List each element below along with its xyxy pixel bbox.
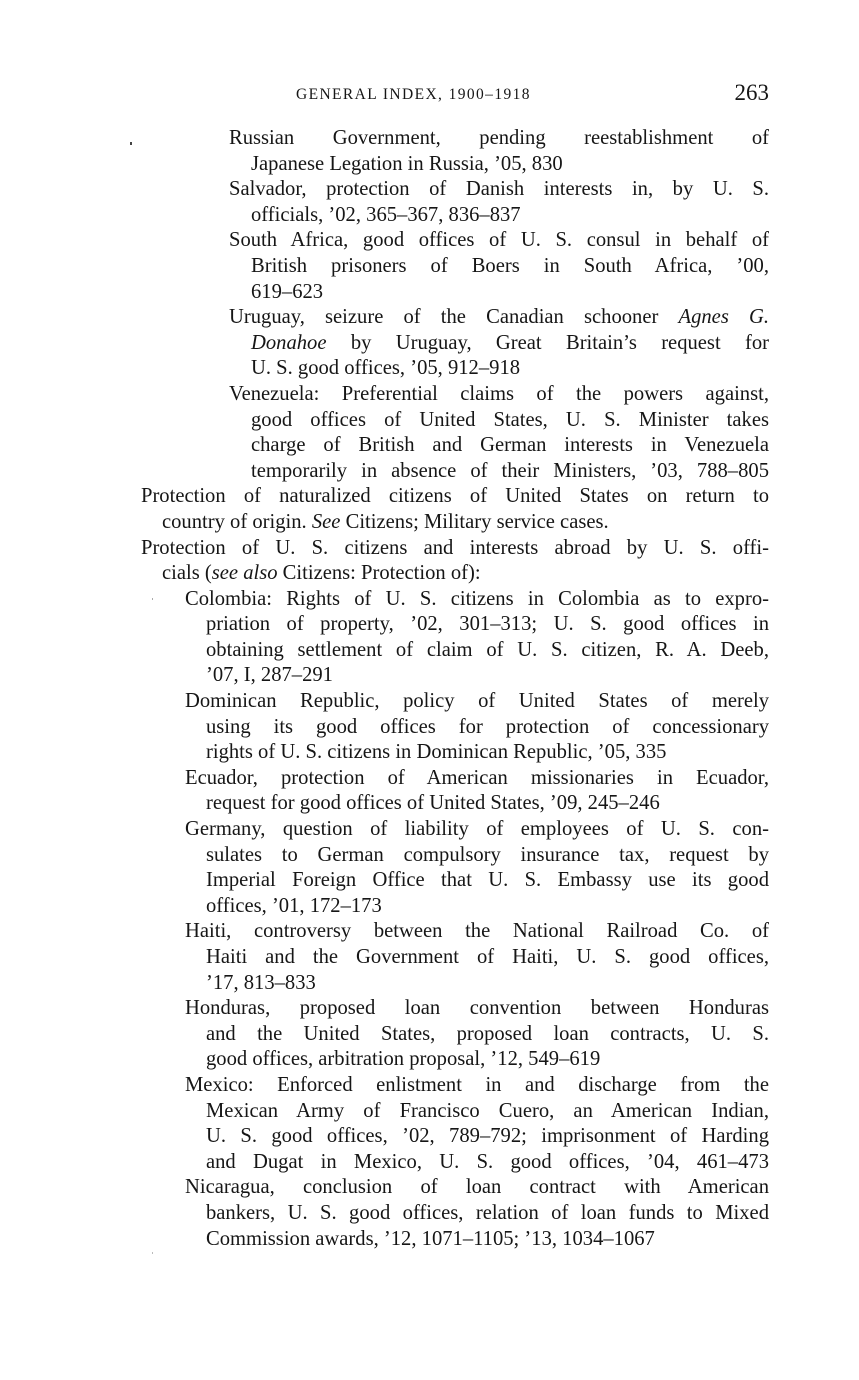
entry-line: obtaining settlement of claim of U. S. citizen, R. A. Deeb, bbox=[206, 638, 769, 661]
entry-line: sulates to German compulsory insurance tax, request by bbox=[206, 843, 769, 866]
entry-text: Citizens; Military service cases. bbox=[340, 510, 609, 533]
entry-line: U. S. good offices, ’05, 912–918 bbox=[251, 357, 521, 380]
entry-line: Haiti, controversy between the National Railroad Co. of bbox=[185, 920, 769, 943]
vessel-name: Donahoe bbox=[251, 331, 327, 354]
entry-line: Protection of naturalized citizens of United States on return to bbox=[141, 485, 769, 508]
entry-line: request for good offices of United States, ’09, 245–246 bbox=[206, 792, 660, 815]
index-subentry-colombia bbox=[141, 587, 769, 689]
entry-line bbox=[141, 331, 769, 357]
entry-line: Mexican Army of Francisco Cuero, an American Indian, bbox=[206, 1099, 769, 1122]
entry-line: Dominican Republic, policy of United States of merely bbox=[185, 690, 769, 713]
entry-line: Venezuela: Preferential claims of the powers against, bbox=[229, 382, 769, 405]
cross-reference: see also bbox=[211, 562, 278, 585]
entry-line: bankers, U. S. good offices, relation of loan funds to Mixed bbox=[206, 1201, 769, 1224]
index-subentry-nicaragua bbox=[141, 1175, 769, 1252]
page-header bbox=[141, 80, 769, 110]
entry-line: rights of U. S. citizens in Dominican Republic, ’05, 335 bbox=[206, 741, 667, 764]
entry-line: Protection of U. S. citizens and interests abroad by U. S. offi- bbox=[141, 536, 769, 559]
entry-line: temporarily in absence of their Ministers, ’03, 788–805 bbox=[251, 459, 769, 482]
margin-speck bbox=[152, 1252, 153, 1254]
entry-text: Uruguay, seizure of the Canadian schooner bbox=[229, 306, 679, 329]
index-subentry-germany bbox=[141, 817, 769, 919]
entry-line: Commission awards, ’12, 1071–1105; ’13, 1034–1067 bbox=[206, 1227, 655, 1250]
entry-text: cials ( bbox=[162, 562, 212, 585]
entry-line bbox=[141, 561, 769, 587]
running-head: GENERAL INDEX, 1900–1918 bbox=[296, 86, 531, 103]
entry-line: good offices of United States, U. S. Minister takes bbox=[251, 408, 769, 431]
entry-text: Citizens: Protection of): bbox=[277, 562, 481, 585]
index-subentry-mexico bbox=[141, 1073, 769, 1175]
entry-line: officials, ’02, 365–367, 836–837 bbox=[251, 203, 521, 226]
entry-line: Imperial Foreign Office that U. S. Embassy use its good bbox=[206, 869, 769, 892]
entry-line: Salvador, protection of Danish interests in, by U. S. bbox=[229, 178, 769, 201]
index-body bbox=[141, 126, 769, 1252]
index-subentry-ecuador bbox=[141, 766, 769, 817]
entry-line: offices, ’01, 172–173 bbox=[206, 894, 382, 917]
index-entry-protection-us-citizens bbox=[141, 536, 769, 587]
entry-line bbox=[141, 510, 769, 536]
entry-line: Japanese Legation in Russia, ’05, 830 bbox=[251, 152, 563, 175]
entry-line: ’07, I, 287–291 bbox=[206, 664, 333, 687]
vessel-name: Agnes G. bbox=[678, 306, 769, 329]
index-subentry-salvador bbox=[141, 177, 769, 228]
index-entry-protection-naturalized bbox=[141, 484, 769, 535]
entry-line: British prisoners of Boers in South Africa, ’00, bbox=[251, 254, 769, 277]
index-subentry-south-africa bbox=[141, 228, 769, 305]
entry-line bbox=[141, 305, 769, 331]
cross-reference: See bbox=[311, 510, 341, 533]
index-subentry-honduras bbox=[141, 996, 769, 1073]
entry-line: Nicaragua, conclusion of loan contract with American bbox=[185, 1176, 769, 1199]
entry-line: Haiti and the Government of Haiti, U. S. good offices, bbox=[206, 946, 769, 968]
entry-line: South Africa, good offices of U. S. consul in behalf of bbox=[229, 229, 769, 252]
index-subentry-russian-government bbox=[141, 126, 769, 177]
entry-line: charge of British and German interests in Venezuela bbox=[251, 434, 769, 457]
entry-line: Honduras, proposed loan convention between Honduras bbox=[185, 997, 769, 1020]
entry-line: good offices, arbitration proposal, ’12, 549–619 bbox=[206, 1048, 601, 1071]
entry-line: U. S. good offices, ’02, 789–792; imprisonment of Harding bbox=[206, 1125, 769, 1148]
entry-line: Germany, question of liability of employees of U. S. con- bbox=[185, 818, 769, 841]
index-subentry-uruguay bbox=[141, 305, 769, 382]
entry-line: using its good offices for protection of concessionary bbox=[206, 715, 769, 738]
entry-line: 619–623 bbox=[251, 280, 324, 303]
entry-text: by Uruguay, Great Britain’s request for bbox=[326, 331, 769, 354]
entry-line: Mexico: Enforced enlistment in and discharge from the bbox=[185, 1073, 769, 1096]
entry-line: Colombia: Rights of U. S. citizens in Colombia as to expro- bbox=[185, 587, 769, 610]
entry-line: priation of property, ’02, 301–313; U. S. good offices in bbox=[206, 613, 769, 636]
page-number: 263 bbox=[734, 80, 769, 105]
entry-line: Ecuador, protection of American missionaries in Ecuador, bbox=[185, 766, 769, 789]
margin-speck bbox=[130, 142, 132, 145]
entry-line: ’17, 813–833 bbox=[206, 971, 316, 994]
index-subentry-dominican-republic bbox=[141, 689, 769, 766]
entry-line: and the United States, proposed loan contracts, U. S. bbox=[206, 1022, 769, 1045]
entry-line: and Dugat in Mexico, U. S. good offices, ’04, 461–473 bbox=[206, 1150, 769, 1173]
entry-line: Russian Government, pending reestablishment of bbox=[229, 127, 769, 149]
index-subentry-venezuela bbox=[141, 382, 769, 484]
entry-text: country of origin. bbox=[162, 510, 312, 533]
index-subentry-haiti bbox=[141, 919, 769, 996]
